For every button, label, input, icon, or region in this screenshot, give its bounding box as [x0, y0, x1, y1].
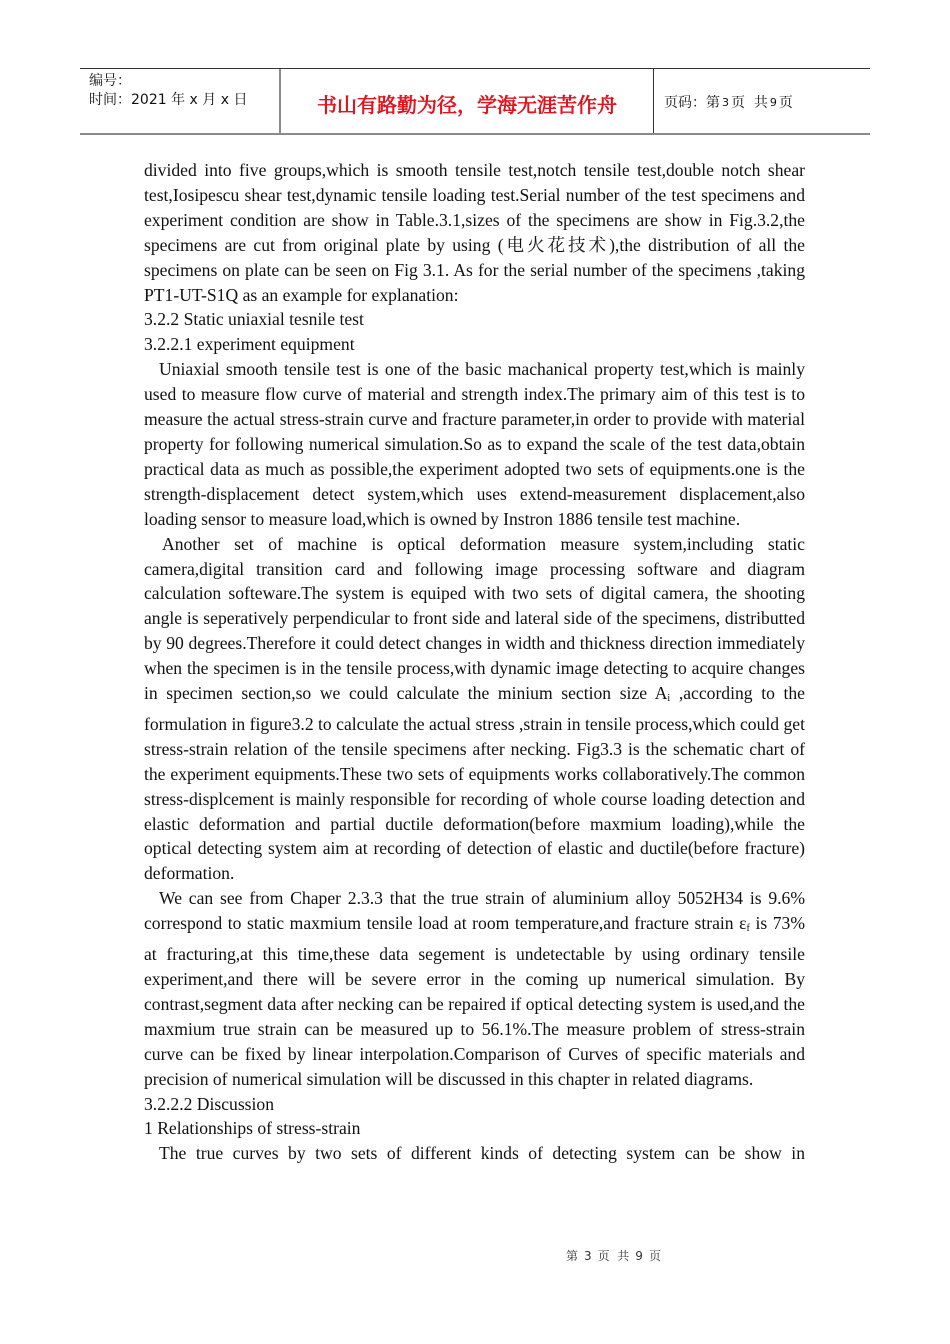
- item-heading-stress-strain: 1 Relationships of stress-strain: [144, 1118, 361, 1139]
- paragraph-specimen-groups: divided into five groups,which is smooth tensile test,notch tensile test,double notch shear test,Iosipescu shear test,dynamic tensile loading test.Serial number of the test specimens and experiment condition are show in Table.3.1,sizes of the specimens are show in Fig.3.2,the specimens are cut from original plate by using (电火花技术),the distribution of all the specimens on plate can be seen on Fig 3.1. As for the serial number of the specimens ,taking PT1-UT-S1Q as an example for explanation:: [144, 160, 805, 305]
- page-total: 9: [769, 95, 777, 109]
- page-label-prefix: 页码：第: [664, 95, 720, 111]
- paragraph-optical-system: Another set of machine is optical deformation measure system,including static camera,digital transition card and following image processing software and diagram calculation softeware.The system is equiped with two sets of digital camera, the shooting angle is seperatively perpendicular to front side and lateral side of the specimens, distributted by 90 degrees.Therefore it could detect changes in width and thickness direction immediately when the specimen is in the tensile process,with dynamic image detecting to acquire changes in specimen section,so we could calculate the minium section size $A_i$ ,according to the formulation in figure3.2 to calculate the actual stress ,strain in tensile process,which could get stress-strain relation of the tensile specimens after necking. Fig3.3 is the schematic chart of the experiment equipments.These two sets of equipments works collaboratively.The common stress-displcement is mainly responsible for recording of whole course loading detection and elastic deformation and partial ductile deformation(before maxmium loading),while the optical detecting system aim at recording of detection of elastic and ductile(before fracture) deformation.: [144, 533, 805, 884]
- header-motto: 书山有路勤为径，学海无涯苦作舟: [317, 92, 617, 117]
- page-label-suffix: 页: [778, 95, 793, 111]
- header-page-cell: [654, 69, 870, 133]
- subscript-i: i: [667, 693, 671, 705]
- header-motto-cell: [281, 69, 654, 133]
- section-heading-static-uniaxial: 3.2.2 Static uniaxial tesnile test: [144, 309, 364, 330]
- document-date-label: 时间：2021 年 x 月 x 日: [89, 92, 248, 108]
- paragraph-true-strain: We can see from Chaper 2.3.3 that the true strain of aluminium alloy 5052H34 is 9.6% correspond to static maxmium tensile load at room temperature,and fracture strain $\varepsilon_f$ is 73% at fracturing,at this time,these data segement is undetectable by using ordinary tensile experiment,and there will be severe error in the coming up numerical simulation. By contrast,segment data after necking can be repaired if optical detecting system is used,and the maxmium true strain can be measured up to 56.1%.The measure problem of stress-strain curve can be fixed by linear interpolation.Comparison of Curves of specific materials and precision of numerical simulation will be discussed in this chapter in related diagrams.: [144, 888, 806, 1089]
- subscript-f: f: [746, 923, 750, 935]
- subsection-heading-discussion: 3.2.2.2 Discussion: [144, 1093, 275, 1114]
- paragraph-true-curves: The true curves by two sets of different kinds of detecting system can be show in: [159, 1143, 805, 1164]
- footer-page-total: 9: [635, 1249, 643, 1263]
- document-body: [144, 158, 805, 1166]
- page-label-mid: 页 共: [731, 95, 768, 111]
- footer-page-number: 第 3 页 共 9 页: [566, 1249, 661, 1263]
- page-current: 3: [722, 95, 729, 109]
- document-number-label: 编号：: [89, 73, 131, 89]
- page-header-table: [80, 68, 870, 135]
- paragraph-uniaxial-test: Uniaxial smooth tensile test is one of the basic machanical property test,which is mainly used to measure flow curve of material and strength index.The primary aim of this test is to measure the actual stress-strain curve and fracture parameter,in order to provide with material property for following numerical simulation.So as to expand the scale of the test data,obtain practical data as much as possible,the experiment adopted two sets of equipments.one is the strength-displacement detect system,which uses extend-measurement displacement,also loading sensor to measure load,which is owned by Instron 1886 tensile test machine.: [144, 359, 805, 529]
- header-meta-cell: [80, 69, 281, 133]
- footer-page-current: 3: [584, 1249, 592, 1263]
- subsection-heading-equipment: 3.2.2.1 experiment equipment: [144, 334, 355, 355]
